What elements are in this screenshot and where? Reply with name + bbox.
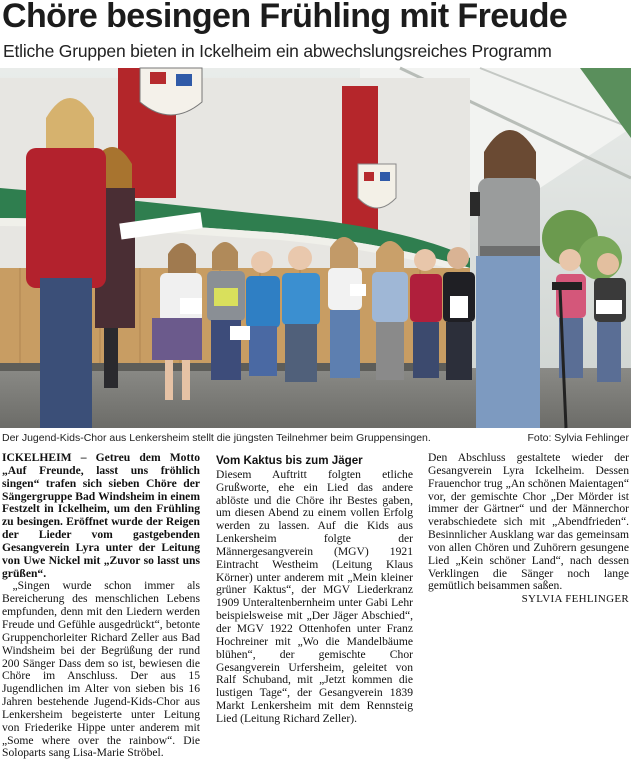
subheadline: Etliche Gruppen bieten in Ickelheim ein abwechslungsreiches Programm [3, 41, 552, 61]
choir-photo-icon [0, 68, 631, 428]
photo-credit: Foto: Sylvia Fehlinger [527, 432, 629, 444]
section-subtitle: Vom Kaktus bis zum Jäger [216, 454, 363, 467]
lead-paragraph [2, 452, 200, 580]
dateline: ICKELHEIM – [2, 451, 87, 464]
article-photo [0, 68, 631, 428]
article-column-2 [216, 452, 413, 725]
headline: Chöre besingen Frühling mit Freude [2, 0, 568, 35]
photo-caption-bar [2, 431, 629, 445]
article-column-3 [428, 452, 629, 695]
paragraph-1: „Singen wurde schon immer als Bereicherung des menschlichen Lebens empfunden, denn mit den Liedern werden Freude und Gefühle ausgedrückt“, betonte Gruppenchorleiter Richard Zeller aus Bad Windsheim bei der Begrüßung der rund 200 Sänger Dass dem so ist, bewiesen die Chöre im Anschluss. Der aus 15 Jugendlichen im Alter von sieben bis 16 Jahren bestehende Jugend-Kids-Chor aus Lenkersheim begeisterte unter Leitung von Friederike Hippe unter anderem mit „Some where over the rainbow“. Die Soloparts sang Lisa-Marie Ströbel. [2, 579, 200, 760]
paragraph-3: Den Abschluss gestaltete wieder der Gesangverein Lyra Ickelheim. Dessen Frauenchor trug „An schönen Maientagen“ vor, der gemischte Chor „Der Mörder ist immer der Gärtner“ und der Männerchor verabschiedete sich mit „Abendfrieden“. Besinnlicher Ausklang war das gemeinsam von allen Chören und Zuhörern gesungene Lied „Kein schöner Land“, nach dessen Verklingen die Sänger noch lange gemütlich beisammen saßen. [428, 451, 629, 593]
author-byline: SYLVIA FEHLINGER [521, 593, 629, 606]
article-body [0, 451, 631, 760]
paragraph-2: Diesem Auftritt folgten etliche Grußworte, ehe ein Lied das andere ablöste und die Chöre ihr Bestes gaben, um diesen Abend zu einem vollen Erfolg werden zu lassen. Auf die Kids aus Lenkersheim folgte der Männergesangverein (MGV) 1921 Eintracht Westheim (Leitung Klaus Körner) unter anderem mit „Mein kleiner grüner Kaktus“, der MGV Liederkranz 1909 Unteraltenbernheim unter Gabi Lehr beispielsweise mit „Der Jäger Abschied“, der MGV 1922 Ottenhofen unter Franz Hochreiner mit „Wo die Mandelbäume blühen“, der gemischte Chor Gesangverein Urfersheim, geleitet von Ralf Schuband, mit „Jetzt kommen die lustigen Tage“, der Gesangverein 1839 Markt Lenkersheim mit dem Rennsteig Lied (Leitung Richard Zeller). [216, 467, 413, 725]
lead-text: Getreu dem Motto „Auf Freunde, lasst uns fröhlich singen“ trafen sich sieben Chöre der Sängergruppe Bad Windsheim in einem Festzelt in Ickelheim, um den Frühling zu besingen. Eröffnet wurde der Reigen der Lieder vom gastgebenden Gesangverein Lyra unter der Leitung von Uwe Nickel mit „Zuvor so lasst uns grüßen“. [2, 451, 200, 580]
article-column-1 [2, 451, 200, 760]
photo-caption: Der Jugend-Kids-Chor aus Lenkersheim stellt die jüngsten Teilnehmer beim Gruppensingen. [2, 432, 431, 444]
